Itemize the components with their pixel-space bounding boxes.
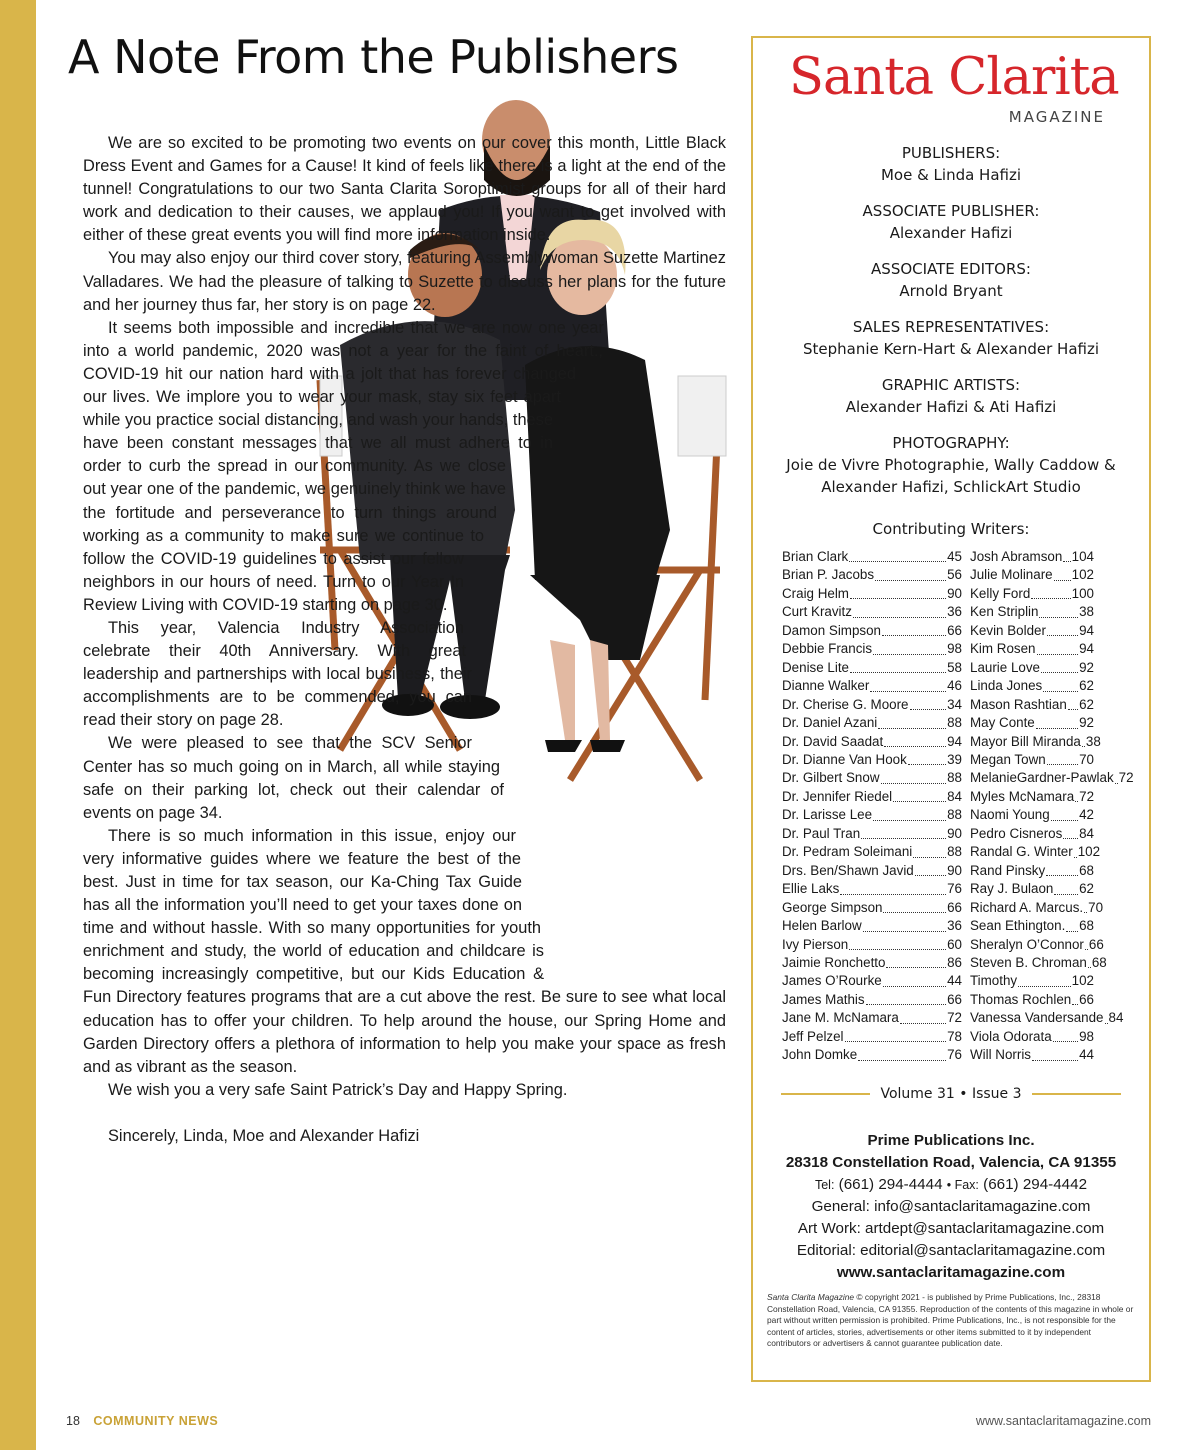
leader-dots <box>1063 825 1078 839</box>
writer-entry <box>782 659 962 677</box>
leader-dots <box>1032 1046 1078 1060</box>
leader-dots <box>1041 659 1078 673</box>
leader-dots <box>845 1028 947 1042</box>
writer-page: 34 <box>947 696 962 712</box>
page-accent-bar <box>0 0 36 1450</box>
leader-dots <box>886 954 946 968</box>
writer-page: 44 <box>1079 1047 1094 1063</box>
writer-name: May Conte <box>970 715 1035 731</box>
writer-name: Pedro Cisneros <box>970 825 1063 841</box>
writers-column-right <box>970 548 1134 1065</box>
logo-name: Santa Clarita <box>789 48 1119 107</box>
staff-role: GRAPHIC ARTISTS: <box>881 376 1021 394</box>
leader-dots <box>915 862 946 876</box>
website-link[interactable]: www.santaclaritamagazine.com <box>836 1264 1066 1281</box>
leader-dots <box>873 806 946 820</box>
leader-dots <box>1043 677 1078 691</box>
writer-page: 94 <box>947 733 962 749</box>
staff-name: Alexander Hafizi & Ati Hafizi <box>845 398 1057 416</box>
writer-page: 88 <box>947 844 962 860</box>
writer-name: Dr. Cherise G. Moore <box>782 696 909 712</box>
page-title: A Note From the Publishers <box>68 30 679 84</box>
leader-dots <box>1074 843 1077 857</box>
writer-name: Randal G. Winter <box>970 844 1073 860</box>
leader-dots <box>853 603 946 617</box>
writer-name: Timothy <box>970 973 1018 989</box>
leader-dots <box>875 566 946 580</box>
writer-name: Mason Rashtian <box>970 696 1067 712</box>
footer-url[interactable]: www.santaclaritamagazine.com <box>975 1414 1151 1428</box>
writer-entry <box>782 733 962 751</box>
writer-name: Dr. Gilbert Snow <box>782 770 880 786</box>
writer-entry <box>970 880 1094 898</box>
note-paragraph: There is so much information in this issue, enjoy our very informative guides where we feature the best of the best. Just in time for tax season, our Ka-Ching Tax Guide has all the information you’ll need to get your taxes done on time and without hassle. With so many opportunities for youth enrichment and study, the world of education and childcare is becoming increasingly competitive, but our Kids Education & Fun Directory features programs that are a cut above the rest. Be sure to see what local education has to offer your children. To help around the house, our Spring Home and Garden Directory offers a plethora of information to help you make your space as fresh and as vibrant as the season. <box>83 826 726 1076</box>
writer-name: Richard A. Marcus. <box>970 899 1084 915</box>
staff-role: ASSOCIATE PUBLISHER: <box>862 202 1040 220</box>
writer-entry <box>970 696 1094 714</box>
writer-entry <box>970 733 1101 751</box>
writer-name: Jeff Pelzel <box>782 1028 844 1044</box>
writer-name: John Domke <box>782 1047 858 1063</box>
leader-dots <box>1054 566 1071 580</box>
writer-entry <box>970 603 1094 621</box>
leader-dots <box>1105 1009 1108 1023</box>
writer-entry <box>782 622 962 640</box>
editorial-email: Editorial: editorial@santaclaritamagazine.com <box>796 1242 1106 1259</box>
leader-dots <box>1046 862 1078 876</box>
fax-number: (661) 294-4442 <box>983 1176 1088 1193</box>
leader-dots <box>883 972 946 986</box>
leader-dots <box>1036 714 1078 728</box>
writer-page: 94 <box>1079 622 1094 638</box>
writer-name: Vanessa Vandersande <box>970 1010 1104 1026</box>
writer-name: Denise Lite <box>782 659 849 675</box>
writer-page: 70 <box>1088 899 1104 915</box>
writers-column-left <box>782 548 962 1065</box>
note-paragraph: It seems both impossible and incredible that we are now one year into a world pandemic, 2020 was not a year for the faint of heart., COVID-19 hit our nation hard with a jolt that has forever changed our lives. We implore you to wear your mask, stay six feet apart while you practice social distancing, and wash your hands, these have been constant messages that we all must adhere to in order to curb the spread in our community. As we close out year one of the pandemic, we genuinely think we have the fortitude and perseverance to turn things around working as a community to make sure we continue to follow the COVID-19 guidelines to assist our fellow neighbors in our hours of need. Turn to our Year In Review Living with COVID-19 starting on page 30. <box>83 318 604 614</box>
staff-entry <box>753 142 1149 186</box>
note-paragraph: We are so excited to be promoting two events on our cover this month, Little Black Dress Event and Games for a Cause! It kind of feels like there is a light at the end of the tunnel! Congratulations to our two Santa Clarita Soroptimist groups for all of their hard work and dedication to their causes, we applaud you! If you want to get involved with either of these great events you will find more information inside. <box>83 134 726 245</box>
writer-page: 84 <box>1079 825 1094 841</box>
writer-name: Dr. Larisse Lee <box>782 807 873 823</box>
leader-dots <box>1082 733 1085 747</box>
writer-name: James Mathis <box>782 991 865 1007</box>
leader-dots <box>884 733 946 747</box>
leader-dots <box>1047 622 1078 636</box>
writer-name: Jane M. McNamara <box>782 1010 899 1026</box>
logo-subtitle: MAGAZINE <box>1008 108 1105 126</box>
writer-entry <box>970 1028 1094 1046</box>
fine-print-title: Santa Clarita Magazine <box>767 1292 855 1302</box>
writer-entry <box>970 1046 1094 1064</box>
staff-name: Alexander Hafizi <box>889 224 1013 242</box>
writer-page: 92 <box>1079 715 1094 731</box>
writer-entry <box>782 640 962 658</box>
leader-dots <box>873 640 946 654</box>
divider <box>781 1093 870 1095</box>
leader-dots <box>1088 954 1091 968</box>
leader-dots <box>1085 936 1088 950</box>
signature: Sincerely, Linda, Moe and Alexander Hafizi <box>108 1126 420 1145</box>
writer-page: 94 <box>1079 641 1094 657</box>
writer-name: Sean Ethington. <box>970 918 1066 934</box>
writer-page: 44 <box>947 973 962 989</box>
writer-entry <box>970 788 1094 806</box>
writer-entry <box>970 677 1094 695</box>
leader-dots <box>1051 806 1078 820</box>
writer-entry <box>782 991 962 1009</box>
writer-name: Steven B. Chroman <box>970 954 1087 970</box>
leader-dots <box>910 696 947 710</box>
writer-entry <box>782 825 962 843</box>
writer-page: 72 <box>1118 770 1134 786</box>
writer-page: 36 <box>947 604 962 620</box>
page-footer-left <box>66 1414 218 1428</box>
writer-name: Dr. Jennifer Riedel <box>782 788 893 804</box>
writer-page: 38 <box>1085 733 1101 749</box>
writer-page: 66 <box>1088 936 1104 952</box>
leader-dots <box>840 880 946 894</box>
writer-page: 88 <box>947 807 962 823</box>
writer-page: 88 <box>947 715 962 731</box>
writer-name: Dr. Paul Tran <box>782 825 861 841</box>
leader-dots <box>1039 603 1078 617</box>
writer-page: 56 <box>947 567 962 583</box>
staff-entry <box>753 432 1149 498</box>
writer-page: 68 <box>1079 862 1094 878</box>
staff-entry <box>753 316 1149 360</box>
writer-name: Debbie Francis <box>782 641 873 657</box>
company-address: 28318 Constellation Road, Valencia, CA 91355 <box>785 1154 1117 1171</box>
writer-page: 72 <box>947 1010 962 1026</box>
writer-name: Myles McNamara <box>970 788 1075 804</box>
writer-entry <box>782 880 962 898</box>
company-name: Prime Publications Inc. <box>867 1132 1035 1149</box>
writer-entry <box>782 769 962 787</box>
writer-page: 58 <box>947 659 962 675</box>
writer-page: 102 <box>1071 567 1094 583</box>
writer-entry <box>970 899 1104 917</box>
writer-name: Dianne Walker <box>782 678 870 694</box>
leader-dots <box>1063 548 1070 562</box>
writer-name: Mayor Bill Miranda <box>970 733 1081 749</box>
writer-entry <box>970 622 1094 640</box>
writer-page: 70 <box>1079 751 1094 767</box>
writer-page: 66 <box>947 899 962 915</box>
writer-entry <box>970 862 1094 880</box>
writer-entry <box>970 751 1094 769</box>
writer-name: Josh Abramson <box>970 549 1063 564</box>
leader-dots <box>883 899 946 913</box>
writer-entry <box>782 788 962 806</box>
writer-name: Ivy Pierson <box>782 936 849 952</box>
writer-entry <box>782 696 962 714</box>
leader-dots <box>893 788 946 802</box>
writer-entry <box>782 677 962 695</box>
writer-name: Kevin Bolder <box>970 622 1046 638</box>
masthead-sidebar <box>751 36 1151 1382</box>
staff-role: PHOTOGRAPHY: <box>892 434 1010 452</box>
writer-entry <box>782 1028 962 1046</box>
writer-entry <box>970 566 1094 584</box>
writer-page: 36 <box>947 918 962 934</box>
note-paragraph: We wish you a very safe Saint Patrick’s Day and Happy Spring. <box>108 1080 568 1099</box>
writer-page: 60 <box>947 936 962 952</box>
leader-dots <box>1084 899 1087 913</box>
leader-dots <box>850 659 946 673</box>
fine-print-text: © copyright 2021 - is published by Prime Publications, Inc., 28318 Constellation Road, Valencia, CA 91355. Reproduction of the contents of this magazine in whole or part without written permission is prohibited. Prime Publications, Inc., is not responsible for the content of articles, stories, advertisements or other items submitted to it by independent contributors or advertisers & cannot guarantee publication date. <box>767 1292 1134 1349</box>
phone-number: (661) 294-4444 <box>838 1176 943 1193</box>
copyright-notice <box>767 1292 1137 1350</box>
staff-role: ASSOCIATE EDITORS: <box>871 260 1031 278</box>
leader-dots <box>881 769 947 783</box>
writer-page: 62 <box>1079 696 1094 712</box>
writer-page: 76 <box>947 1047 962 1063</box>
writer-entry <box>970 585 1094 603</box>
leader-dots <box>1047 751 1078 765</box>
writer-page: 88 <box>947 770 962 786</box>
leader-dots <box>1054 880 1078 894</box>
leader-dots <box>1068 696 1078 710</box>
leader-dots <box>1075 788 1078 802</box>
writer-name: Curt Kravitz <box>782 604 852 620</box>
writer-name: Thomas Rochlen <box>970 991 1072 1007</box>
writer-page: 90 <box>947 862 962 878</box>
writer-entry <box>782 548 962 566</box>
writer-entry <box>782 917 962 935</box>
writer-entry <box>782 862 962 880</box>
writer-name: MelanieGardner-Pawlak <box>970 770 1114 786</box>
writer-name: Linda Jones <box>970 678 1043 694</box>
section-name: COMMUNITY NEWS <box>93 1414 219 1428</box>
writer-page: 92 <box>1079 659 1094 675</box>
writer-name: Will Norris <box>970 1047 1031 1063</box>
writer-entry <box>970 806 1094 824</box>
writer-entry <box>782 954 962 972</box>
writer-page: 38 <box>1079 604 1094 620</box>
leader-dots <box>913 843 946 857</box>
writer-name: Julie Molinare <box>970 567 1053 583</box>
writer-name: Brian P. Jacobs <box>782 567 875 583</box>
phone-line: Tel: (661) 294-4444 • Fax: (661) 294-4442 <box>814 1176 1088 1193</box>
writer-name: Dr. David Saadat <box>782 733 884 749</box>
leader-dots <box>1066 917 1078 931</box>
staff-name: Moe & Linda Hafizi <box>880 166 1022 184</box>
staff-entry <box>753 200 1149 244</box>
writer-page: 104 <box>1071 549 1094 564</box>
leader-dots <box>850 585 946 599</box>
writer-name: Dr. Dianne Van Hook <box>782 751 907 767</box>
writer-page: 45 <box>947 549 962 564</box>
writer-name: Dr. Pedram Soleimani <box>782 844 913 860</box>
leader-dots <box>882 622 946 636</box>
writer-name: Brian Clark <box>782 549 849 564</box>
writer-page: 102 <box>1071 973 1094 989</box>
writer-name: Viola Odorata <box>970 1028 1052 1044</box>
writer-entry <box>970 917 1094 935</box>
writer-name: Kim Rosen <box>970 641 1036 657</box>
writer-page: 66 <box>947 991 962 1007</box>
writer-entry <box>782 1046 962 1064</box>
writer-name: Dr. Daniel Azani <box>782 715 878 731</box>
leader-dots <box>1053 1028 1078 1042</box>
volume-text: Volume 31 • Issue 3 <box>880 1086 1022 1102</box>
leader-dots <box>849 936 946 950</box>
staff-entry <box>753 258 1149 302</box>
writer-name: Jaimie Ronchetto <box>782 954 886 970</box>
writer-name: James O’Rourke <box>782 973 882 989</box>
writer-name: Rand Pinsky <box>970 862 1046 878</box>
leader-dots <box>866 991 946 1005</box>
leader-dots <box>900 1009 946 1023</box>
leader-dots <box>878 714 946 728</box>
writer-entry <box>970 954 1107 972</box>
staff-entry <box>753 374 1149 418</box>
leader-dots <box>870 677 946 691</box>
writer-entry <box>782 585 962 603</box>
writer-entry <box>970 640 1094 658</box>
writer-entry <box>782 972 962 990</box>
contributors-title: Contributing Writers: <box>872 520 1030 538</box>
writer-entry <box>970 991 1094 1009</box>
leader-dots <box>1037 640 1079 654</box>
leader-dots <box>1072 991 1078 1005</box>
writer-page: 39 <box>947 751 962 767</box>
writer-entry <box>970 825 1094 843</box>
writer-entry <box>782 714 962 732</box>
staff-name: Arnold Bryant <box>899 282 1003 300</box>
leader-dots <box>1031 585 1070 599</box>
writer-name: Naomi Young <box>970 807 1050 823</box>
writer-page: 66 <box>1079 991 1094 1007</box>
writer-entry <box>782 566 962 584</box>
writer-name: Laurie Love <box>970 659 1040 675</box>
writer-page: 76 <box>947 881 962 897</box>
leader-dots <box>861 825 946 839</box>
writer-entry <box>970 714 1094 732</box>
writer-page: 98 <box>947 641 962 657</box>
writer-page: 100 <box>1071 585 1094 601</box>
writer-page: 46 <box>947 678 962 694</box>
writer-entry <box>782 806 962 824</box>
leader-dots <box>858 1046 946 1060</box>
staff-role: PUBLISHERS: <box>901 144 1001 162</box>
staff-name: Stephanie Kern-Hart & Alexander Hafizi <box>802 340 1100 358</box>
writer-page: 68 <box>1079 918 1094 934</box>
magazine-logo <box>789 48 1119 132</box>
writer-page: 42 <box>1079 807 1094 823</box>
staff-name: Joie de Vivre Photographie, Wally Caddow & Alexander Hafizi, SchlickArt Studio <box>786 456 1116 496</box>
writer-name: Sheralyn O’Connor <box>970 936 1084 952</box>
writer-name: Drs. Ben/Shawn Javid <box>782 862 914 878</box>
writer-page: 84 <box>1108 1010 1124 1026</box>
publisher-contact <box>753 1130 1149 1284</box>
volume-issue <box>781 1086 1121 1102</box>
writer-entry <box>782 1009 962 1027</box>
writer-page: 62 <box>1079 881 1094 897</box>
leader-dots <box>1018 972 1071 986</box>
note-paragraph: This year, Valencia Industry Association celebrate their 40th Anniversary. With great leadership and partnerships with local business, their accomplishments are to be commended, you can read their story on page 28. <box>83 618 472 730</box>
writer-page: 98 <box>1079 1028 1094 1044</box>
writer-entry <box>970 1009 1124 1027</box>
writer-page: 102 <box>1077 844 1101 860</box>
writer-page: 72 <box>1079 788 1095 804</box>
leader-dots <box>849 548 946 562</box>
writer-name: Helen Barlow <box>782 918 862 934</box>
writer-entry <box>782 936 962 954</box>
writer-name: Damon Simpson <box>782 622 881 638</box>
artwork-email: Art Work: artdept@santaclaritamagazine.com <box>797 1220 1105 1237</box>
writer-page: 66 <box>947 622 962 638</box>
divider <box>1032 1093 1121 1095</box>
writer-page: 62 <box>1079 678 1094 694</box>
writer-page: 68 <box>1091 954 1107 970</box>
writer-page: 78 <box>947 1028 962 1044</box>
writer-entry <box>970 548 1094 566</box>
writer-entry <box>970 769 1134 787</box>
note-paragraph: You may also enjoy our third cover story, featuring Assemblywoman Suzette Martinez Valladares. We had the pleasure of talking to Suzette to discuss her plans for the future and her journey thus far, her story is on page 22. <box>83 249 726 314</box>
writer-name: Ellie Laks <box>782 881 840 897</box>
writer-name: Craig Helm <box>782 585 849 601</box>
writer-entry <box>970 972 1094 990</box>
writer-page: 86 <box>947 954 962 970</box>
page-number: 18 <box>66 1414 80 1428</box>
leader-dots <box>1115 769 1118 783</box>
writer-entry <box>782 751 962 769</box>
writer-page: 90 <box>947 825 962 841</box>
writer-entry <box>970 843 1101 861</box>
writer-name: Megan Town <box>970 751 1046 767</box>
writer-entry <box>970 936 1104 954</box>
writer-name: Kelly Ford <box>970 585 1031 601</box>
writer-entry <box>782 603 962 621</box>
note-paragraph: We were pleased to see that the SCV Senior Center has so much going on in March, all while staying safe on their parking lot, check out their calendar of events on page 34. <box>83 734 504 822</box>
writer-page: 90 <box>947 585 962 601</box>
writer-name: Ken Striplin <box>970 604 1039 620</box>
writer-entry <box>782 899 962 917</box>
staff-role: SALES REPRESENTATIVES: <box>852 318 1050 336</box>
writer-name: Ray J. Bulaon <box>970 881 1054 897</box>
writer-page: 84 <box>947 788 962 804</box>
writer-entry <box>782 843 962 861</box>
staff-list <box>753 142 1149 512</box>
leader-dots <box>863 917 946 931</box>
general-email: General: info@santaclaritamagazine.com <box>811 1198 1091 1215</box>
leader-dots <box>908 751 946 765</box>
publishers-note-body <box>83 132 726 1148</box>
writer-name: George Simpson <box>782 899 883 915</box>
writer-entry <box>970 659 1094 677</box>
